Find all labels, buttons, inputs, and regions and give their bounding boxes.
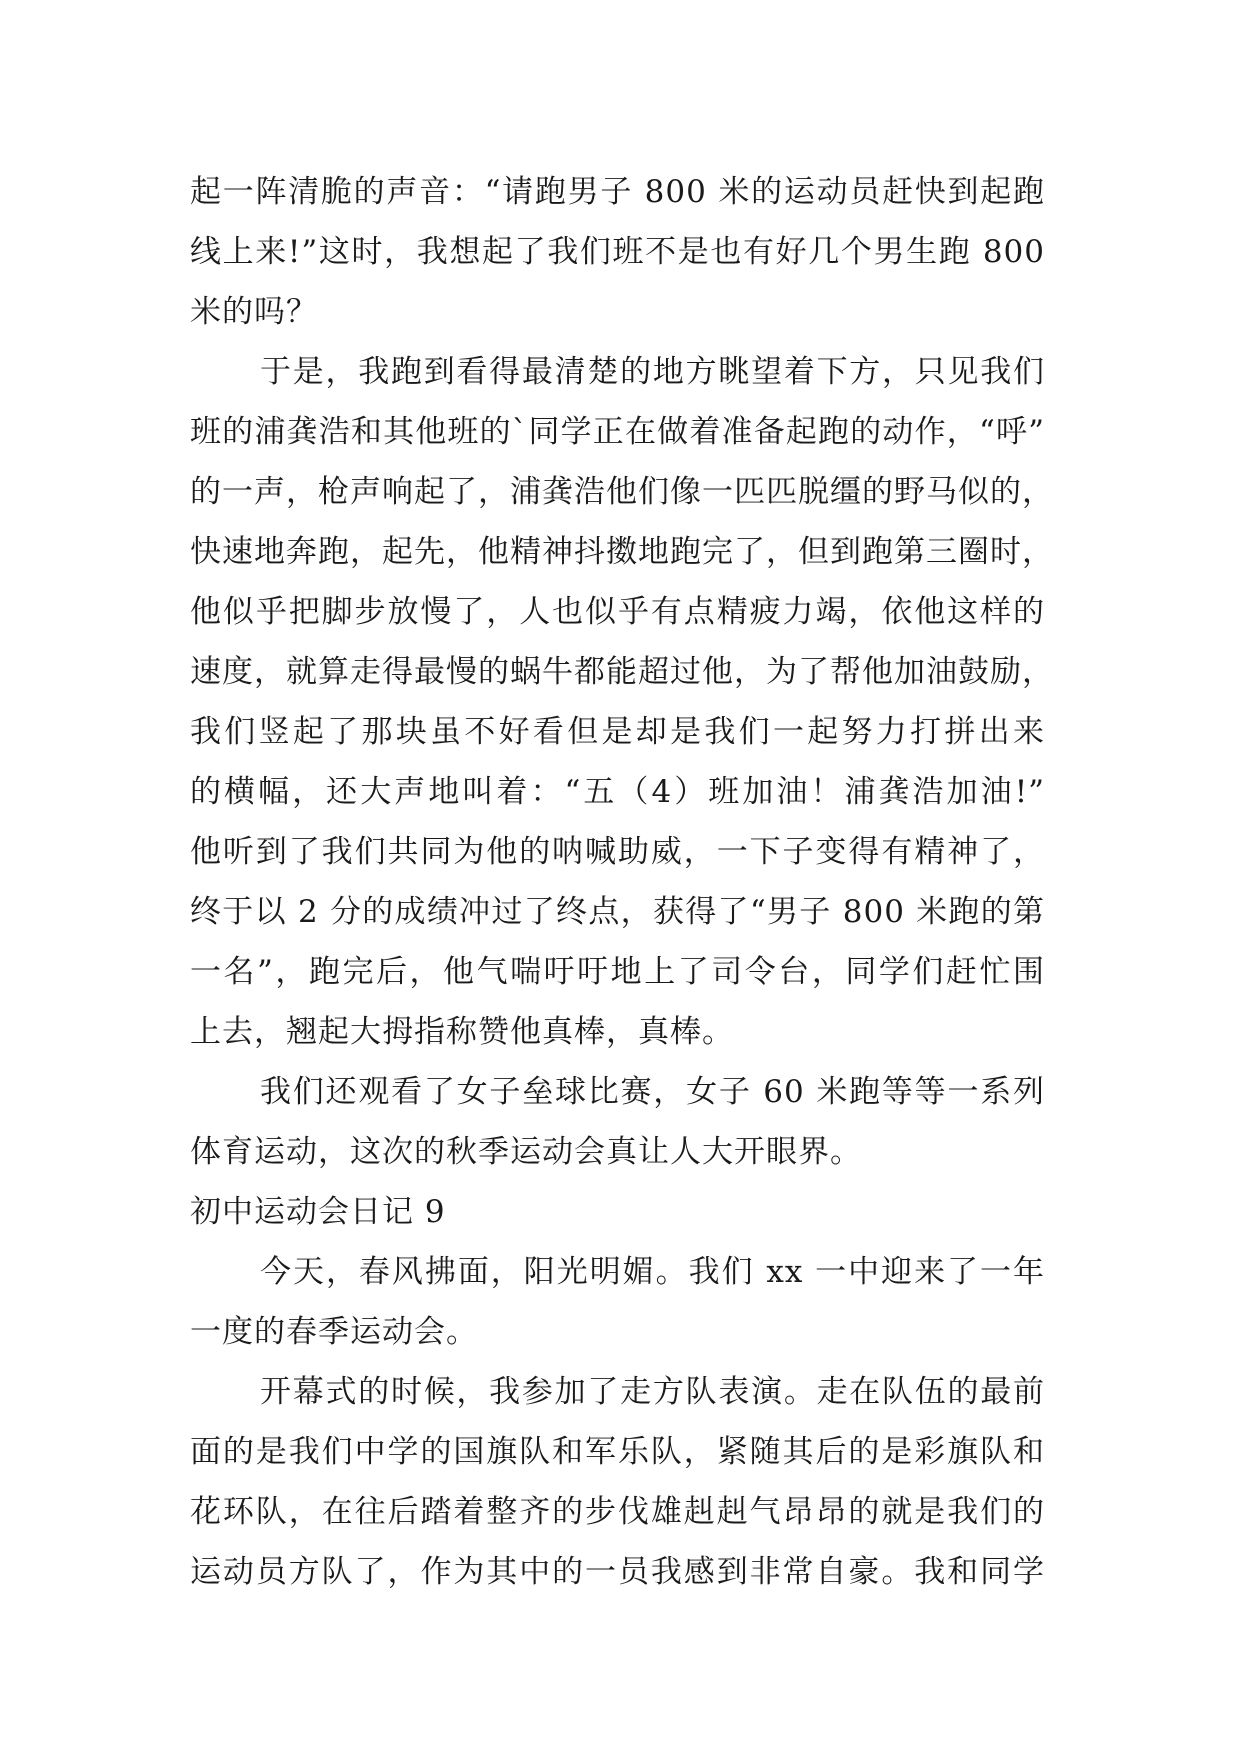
text-line: 一名”，跑完后，他气喘吁吁地上了司令台，同学们赶忙围 [190,954,1045,990]
document-body [190,162,1054,1602]
text-line: 体育运动，这次的秋季运动会真让人大开眼界。 [190,1134,862,1170]
text-line: 的横幅，还大声地叫着：“五（4）班加油！浦龚浩加油!” [190,774,1045,810]
text-line: 的一声，枪声响起了，浦龚浩他们像一匹匹脱缰的野马似的， [190,474,1054,510]
section-heading: 初中运动会日记 9 [190,1194,446,1230]
text-line: 面的是我们中学的国旗队和军乐队，紧随其后的是彩旗队和 [190,1434,1045,1470]
text-line: 我们还观看了女子垒球比赛，女子 60 米跑等等一系列 [260,1074,1045,1110]
text-line: 一度的春季运动会。 [190,1314,478,1350]
text-line: 上去，翘起大拇指称赞他真棒，真棒。 [190,1014,734,1050]
text-line: 我们竖起了那块虽不好看但是却是我们一起努力打拼出来 [190,714,1045,750]
text-line: 米的吗？ [190,294,318,330]
text-line: 运动员方队了，作为其中的一员我感到非常自豪。我和同学 [190,1554,1045,1590]
text-line: 终于以 2 分的成绩冲过了终点，获得了“男子 800 米跑的第 [190,894,1045,930]
text-line: 开幕式的时候，我参加了走方队表演。走在队伍的最前 [260,1374,1045,1410]
text-line: 速度，就算走得最慢的蜗牛都能超过他，为了帮他加油鼓励， [190,654,1054,690]
text-line: 他听到了我们共同为他的呐喊助威，一下子变得有精神了， [190,834,1045,870]
text-line: 他似乎把脚步放慢了，人也似乎有点精疲力竭，依他这样的 [190,594,1045,630]
text-line: 快速地奔跑，起先，他精神抖擞地跑完了，但到跑第三圈时， [190,534,1054,570]
text-line: 于是，我跑到看得最清楚的地方眺望着下方，只见我们 [260,354,1045,390]
text-line: 起一阵清脆的声音：“请跑男子 800 米的运动员赶快到起跑 [190,174,1045,210]
text-line: 花环队，在往后踏着整齐的步伐雄赳赳气昂昂的就是我们的 [190,1494,1045,1530]
text-line: 班的浦龚浩和其他班的`同学正在做着准备起跑的动作，“呼” [190,414,1045,450]
text-line: 线上来!”这时，我想起了我们班不是也有好几个男生跑 800 [190,234,1045,270]
text-line: 今天，春风拂面，阳光明媚。我们 xx 一中迎来了一年 [260,1254,1045,1290]
